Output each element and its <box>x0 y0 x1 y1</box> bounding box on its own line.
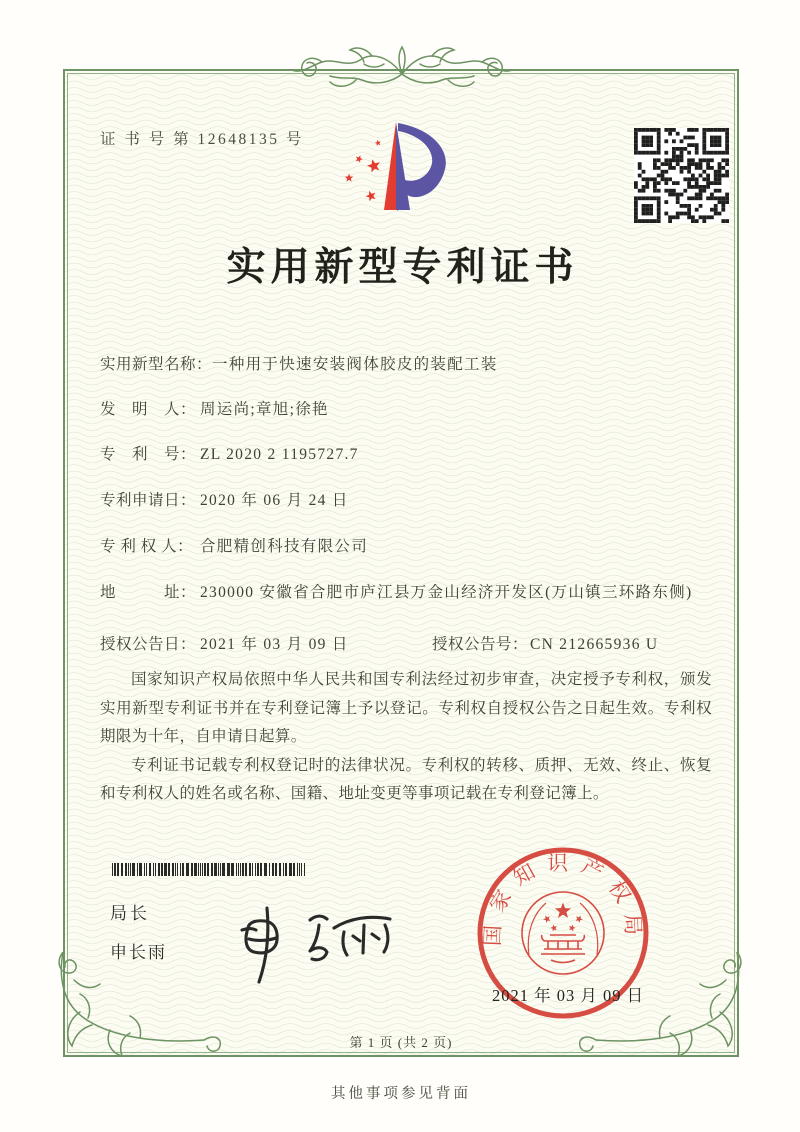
guilloche-pattern <box>65 71 737 1055</box>
footer-note: 其他事项参见背面 <box>331 1086 471 1102</box>
field-value: 周运尚;章旭;徐艳 <box>200 401 329 418</box>
field-row-inventor <box>100 395 718 424</box>
field-value: 2021 年 03 月 09 日 <box>200 636 349 653</box>
certificate-frame <box>63 69 739 1057</box>
field-row-address <box>100 578 718 607</box>
seal-arc-text: 国家知识产权局 <box>480 851 646 947</box>
certificate-number: 证 书 号 第 12648135 号 <box>100 131 304 148</box>
field-value: 合肥精创科技有限公司 <box>200 538 369 555</box>
field-value: CN 212665936 U <box>530 636 659 653</box>
field-value: 2020 年 06 月 24 日 <box>200 492 349 509</box>
legal-paragraph-2: 专利证书记载专利权登记时的法律状况。专利权的转移、质押、无效、终止、恢复和专利权人的姓名或名称、国籍、地址变更等事项记载在专利登记簿上。 <box>100 756 712 802</box>
certificate-title: 实用新型专利证书 <box>226 246 579 289</box>
legal-paragraph-1: 国家知识产权局依照中华人民共和国专利法经过初步审查，决定授予专利权，颁发实用新型专利证书并在专利登记簿上予以登记。专利权自授权公告之日起生效。专利权期限为十年，自申请日起算。 <box>100 671 712 745</box>
field-row-grant <box>100 630 718 659</box>
field-label: 专 利 号： <box>100 446 197 463</box>
field-value: 230000 安徽省合肥市庐江县万金山经济开发区(万山镇三环路东侧) <box>200 584 693 601</box>
page-number: 第 1 页 (共 2 页) <box>349 1035 453 1050</box>
director-name: 申长雨 <box>110 943 167 962</box>
field-row-name <box>100 350 718 379</box>
field-row-filing-date <box>100 486 718 515</box>
field-row-patent-no <box>100 440 718 469</box>
field-label: 专利申请日： <box>100 492 197 509</box>
field-label: 授权公告日： <box>100 636 197 653</box>
field-label: 专 利 权 人： <box>100 538 194 555</box>
director-title: 局长 <box>110 904 150 923</box>
field-label: 地 址： <box>100 584 197 601</box>
seal-date: 2021 年 03 月 09 日 <box>492 986 645 1005</box>
legal-text <box>100 666 712 809</box>
field-label: 实用新型名称： <box>100 356 213 373</box>
field-row-patentee <box>100 532 718 561</box>
field-label: 授权公告号： <box>432 636 529 653</box>
field-label: 发 明 人： <box>100 401 197 418</box>
field-value: 一种用于快速安装阀体胶皮的装配工装 <box>212 356 498 373</box>
field-value: ZL 2020 2 1195727.7 <box>200 446 359 463</box>
